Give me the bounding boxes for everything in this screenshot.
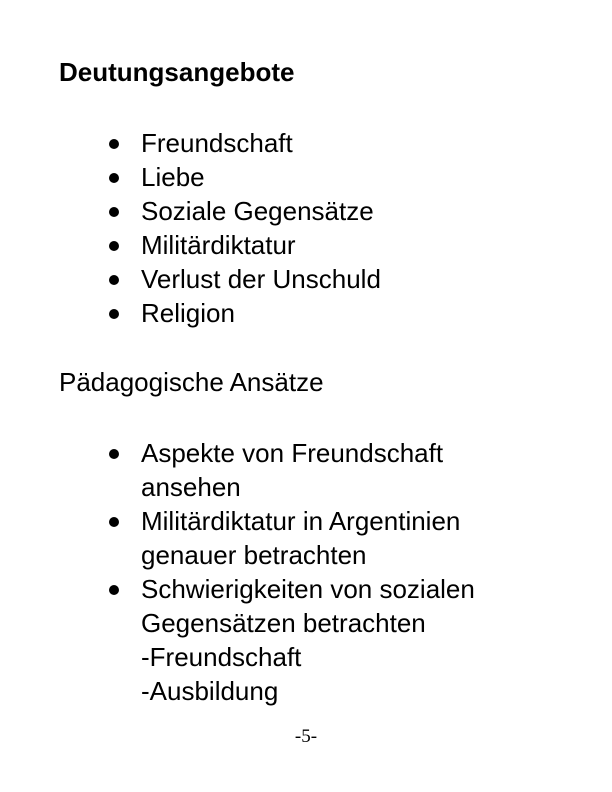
list-item [104,160,574,194]
page-number: -5- [294,726,318,747]
list-item-text: Soziale Gegensätze [141,196,374,226]
bullet-icon [109,309,119,319]
list-item [104,194,574,228]
list-item [104,572,574,708]
list-item-text: Schwierigkeiten von sozialen [141,574,475,604]
bullet-icon [109,139,119,149]
sub-item: -Ausbildung [141,676,279,706]
list-item-text-continued: genauer betrachten [141,540,367,570]
list-item [104,436,574,504]
pedagogy-list [104,436,574,708]
list-item-text: Aspekte von Freundschaft [141,438,444,468]
section-title-deutungsangebote: Deutungsangebote [59,57,295,87]
bullet-icon [109,517,119,527]
bullet-icon [109,207,119,217]
list-item-text: Freundschaft [141,128,293,158]
list-item-text: Verlust der Unschuld [141,264,381,294]
bullet-icon [109,449,119,459]
list-item [104,262,574,296]
interpretation-list [104,126,574,330]
list-item-text: Militärdiktatur [141,230,296,260]
list-item [104,228,574,262]
bullet-icon [109,275,119,285]
bullet-icon [109,241,119,251]
list-item-text: Liebe [141,162,205,192]
list-item [104,296,574,330]
list-item [104,126,574,160]
list-item-text-continued: Gegensätzen betrachten [141,608,426,638]
section-title-paedagogische-ansaetze: Pädagogische Ansätze [59,367,324,397]
list-item [104,504,574,572]
list-item-text: Militärdiktatur in Argentinien [141,506,461,536]
list-item-text-continued: ansehen [141,472,241,502]
bullet-icon [109,173,119,183]
list-item-text: Religion [141,298,235,328]
bullet-icon [109,585,119,595]
sub-item: -Freundschaft [141,642,302,672]
